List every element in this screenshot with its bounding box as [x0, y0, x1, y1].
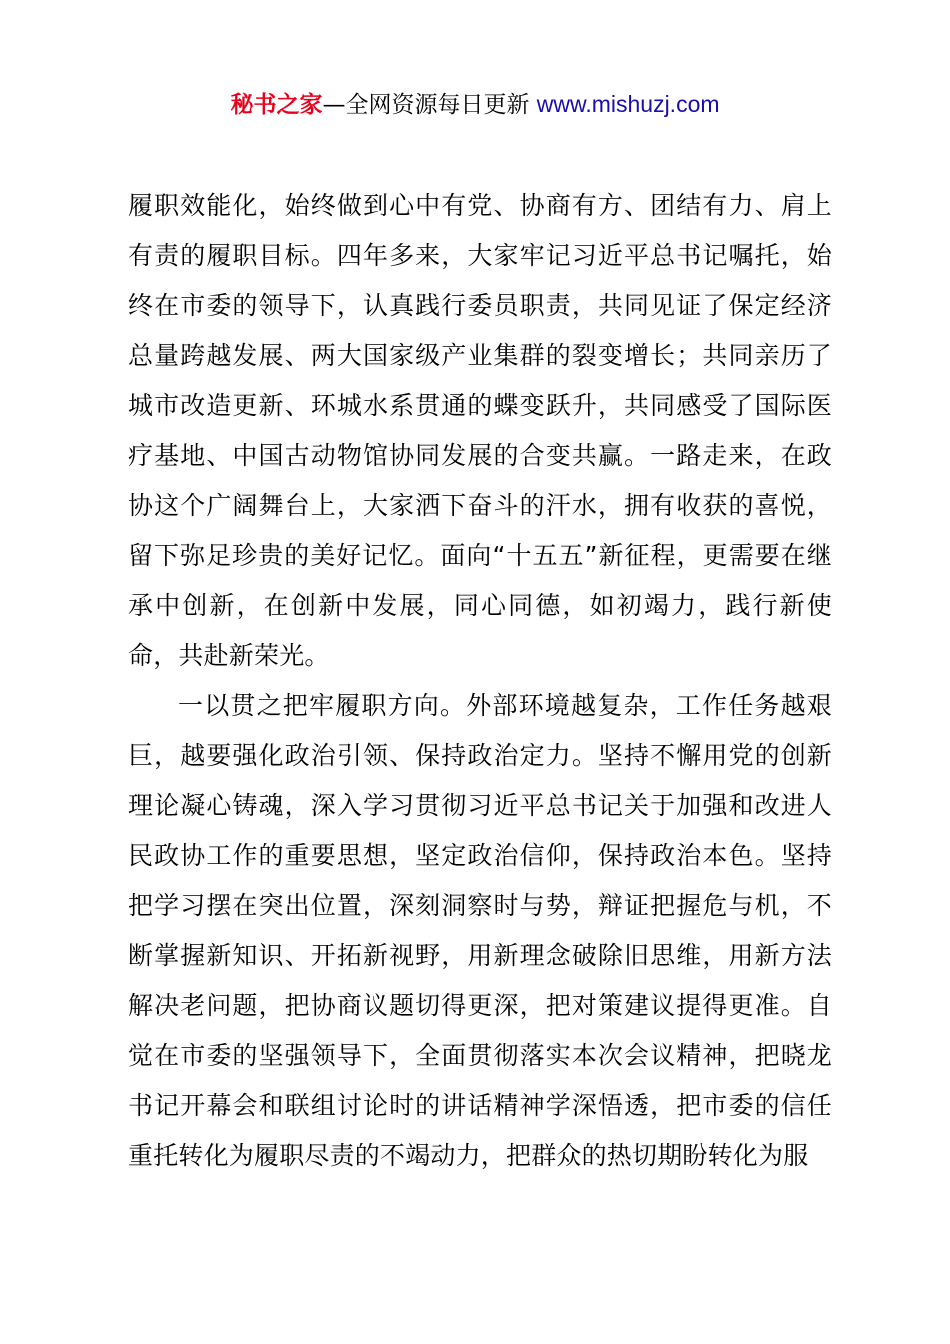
site-brand: 秘书之家	[230, 92, 323, 118]
paragraph: 一以贯之把牢履职方向。外部环境越复杂，工作任务越艰巨，越要强化政治引领、保持政治定力。坚持不懈用党的创新理论凝心铸魂，深入学习贯彻习近平总书记关于加强和改进人民政协工作的重要思想，坚定政治信仰，保持政治本色。坚持把学习摆在突出位置，深刻洞察时与势，辩证把握危与机，不断掌握新知识、开拓新视野，用新理念破除旧思维，用新方法解决老问题，把协商议题切得更深，把对策建议提得更准。自觉在市委的坚强领导下，全面贯彻落实本次会议精神，把晓龙书记开幕会和联组讨论时的讲话精神学深悟透，把市委的信任重托转化为履职尽责的不竭动力，把群众的热切期盼转化为服	[128, 691, 832, 1170]
document-body	[128, 181, 832, 1181]
paragraph-continued: 履职效能化，始终做到心中有党、协商有方、团结有力、肩上有责的履职目标。四年多来，大家牢记习近平总书记嘱托，始终在市委的领导下，认真践行委员职责，共同见证了保定经济总量跨越发展、两大国家级产业集群的裂变增长；共同亲历了城市改造更新、环城水系贯通的蝶变跃升，共同感受了国际医疗基地、中国古动物馆协同发展的合变共赢。一路走来，在政协这个广阔舞台上，大家洒下奋斗的汗水，拥有收获的喜悦，留下弥足珍贵的美好记忆。面向“十五五”新征程，更需要在继承中创新，在创新中发展，同心同德，如初竭力，践行新使命，共赴新荣光。	[128, 191, 832, 670]
site-tagline: —全网资源每日更新	[322, 92, 537, 118]
page-header	[0, 86, 950, 123]
site-url-link[interactable]: www.mishuzj.com	[536, 91, 720, 117]
